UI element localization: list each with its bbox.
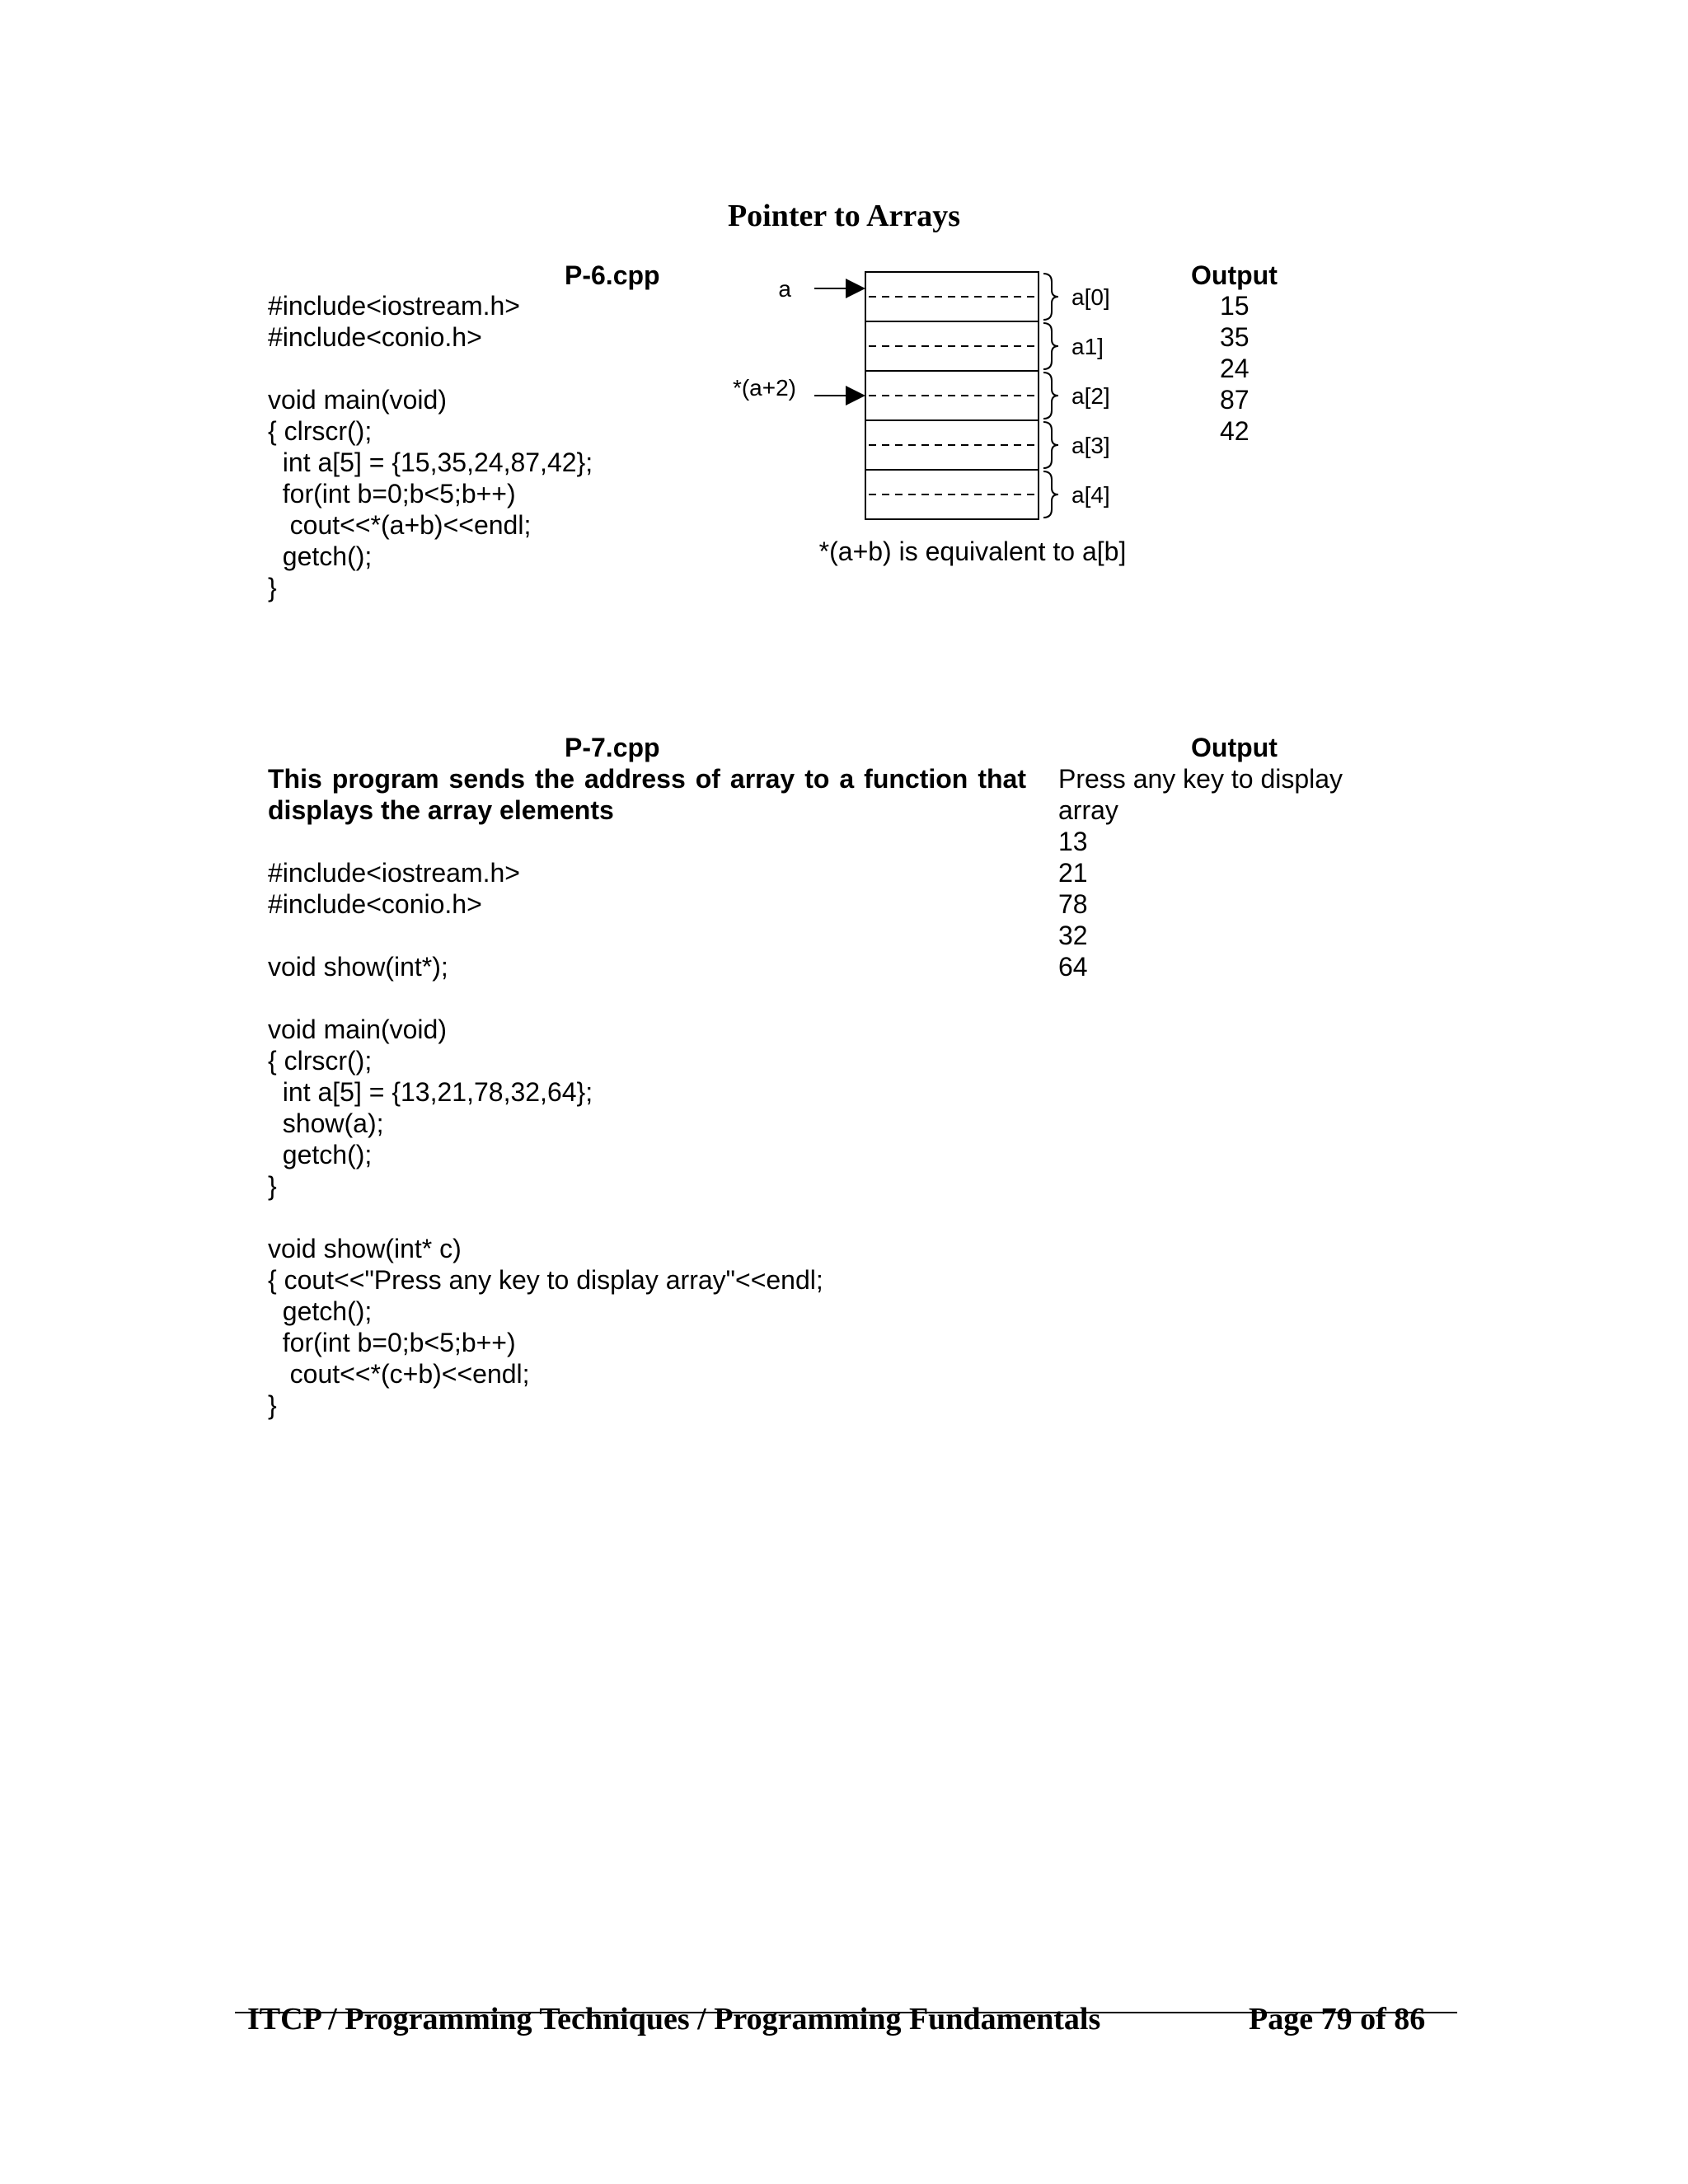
p6-output-block (1220, 290, 1250, 447)
code-line: void show(int* c) (268, 1234, 462, 1263)
code-line: } (268, 573, 277, 602)
cell-label: a[0] (1071, 284, 1110, 310)
output-line: 64 (1058, 952, 1088, 982)
output-line: 35 (1220, 322, 1250, 352)
cell-label: a[4] (1071, 482, 1110, 508)
code-line: int a[5] = {15,35,24,87,42}; (268, 448, 593, 477)
cell-label: a[2] (1071, 383, 1110, 409)
output-line: 32 (1058, 921, 1088, 950)
code-line: } (268, 1390, 277, 1420)
code-line: cout<<*(c+b)<<endl; (268, 1359, 530, 1389)
footer-title: ITCP / Programming Techniques / Programming Fundamentals (247, 2002, 1101, 2036)
output-line: 21 (1058, 858, 1088, 888)
cell-brace (1043, 373, 1058, 419)
output-line: Press any key to display (1058, 764, 1343, 794)
output-line: 24 (1220, 354, 1250, 383)
p6-output-label: Output (1191, 260, 1278, 290)
page-title: Pointer to Arrays (727, 199, 961, 233)
p7-output-block (1058, 763, 1404, 982)
cell-label: a[3] (1071, 433, 1110, 458)
code-line (268, 353, 713, 384)
cell-brace (1043, 471, 1058, 518)
output-line: 78 (1058, 889, 1088, 919)
code-line: for(int b=0;b<5;b++) (268, 479, 516, 509)
p6-file-label: P-6.cpp (565, 260, 660, 290)
code-line: #include<conio.h> (268, 322, 482, 352)
code-line (268, 920, 1010, 951)
code-line: int a[5] = {13,21,78,32,64}; (268, 1077, 593, 1107)
code-line: void main(void) (268, 385, 447, 415)
p7-file-label: P-7.cpp (565, 733, 660, 762)
code-line: getch(); (268, 1296, 373, 1326)
code-line: getch(); (268, 541, 373, 571)
code-line: for(int b=0;b<5;b++) (268, 1328, 516, 1357)
code-line: { cout<<"Press any key to display array"<<endl; (268, 1265, 823, 1295)
code-line: void show(int*); (268, 952, 448, 982)
code-line: #include<iostream.h> (268, 858, 520, 888)
pointer-a2-label: *(a+2) (732, 375, 796, 401)
output-line: 13 (1058, 827, 1088, 856)
code-line: void main(void) (268, 1015, 447, 1044)
output-line: array (1058, 795, 1118, 825)
code-line: #include<conio.h> (268, 889, 482, 919)
p6-code-block (268, 290, 713, 603)
cell-brace (1043, 422, 1058, 468)
code-line: #include<iostream.h> (268, 291, 520, 321)
p7-description: This program sends the address of array to a function that displays the array elements (268, 764, 1026, 825)
code-line (268, 982, 1010, 1014)
footer-page-number: Page 79 of 86 (1249, 2002, 1426, 2036)
code-line: getch(); (268, 1140, 373, 1169)
diagram-caption: *(a+b) is equivalent to a[b] (818, 537, 1127, 566)
output-line: 87 (1220, 385, 1250, 415)
p6-array-diagram (701, 255, 1162, 585)
p7-output-label: Output (1191, 733, 1278, 762)
p7-code-block (268, 857, 1010, 1421)
code-line: cout<<*(a+b)<<endl; (268, 510, 532, 540)
code-line: show(a); (268, 1108, 384, 1138)
pointer-a-label: a (778, 276, 791, 302)
output-line: 42 (1220, 416, 1250, 446)
code-line: } (268, 1171, 277, 1201)
cell-label: a1] (1071, 334, 1104, 359)
output-line: 15 (1220, 291, 1250, 321)
code-line (268, 1202, 1010, 1233)
cell-brace (1043, 323, 1058, 369)
array-cells (865, 272, 1110, 519)
code-line: { clrscr(); (268, 416, 373, 446)
code-line: { clrscr(); (268, 1046, 373, 1076)
cell-brace (1043, 274, 1058, 320)
